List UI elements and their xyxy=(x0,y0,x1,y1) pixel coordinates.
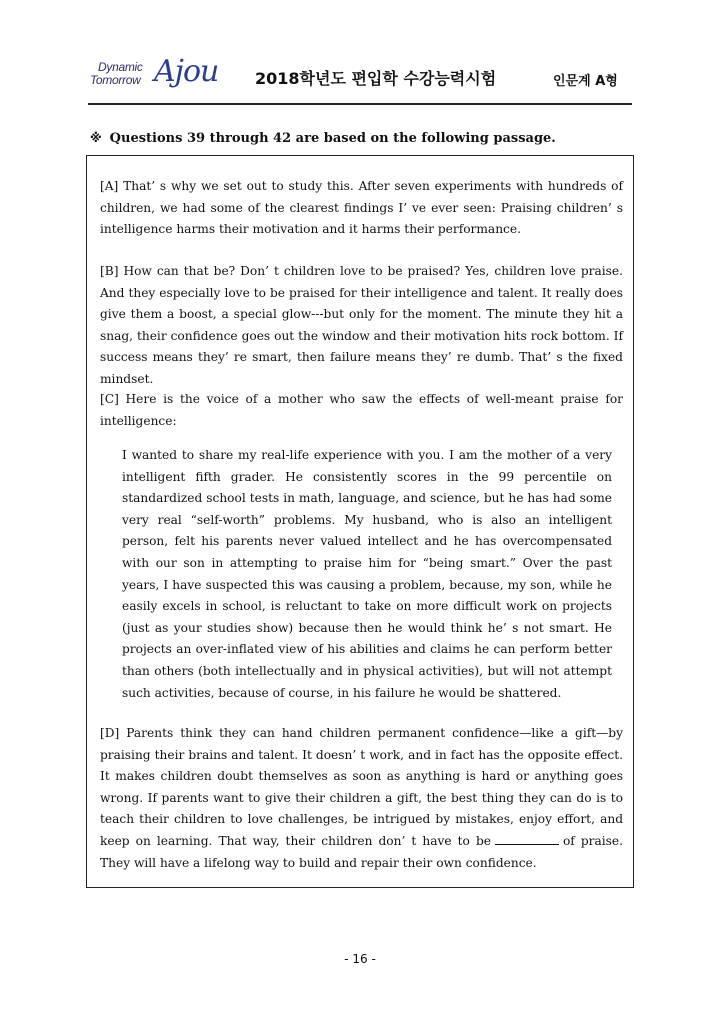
instruction-text: Questions 39 through 42 are based on the following passage. xyxy=(109,131,556,146)
page-number: - 16 - xyxy=(344,952,376,966)
paragraph-b: [B] How can that be? Don’ t children love to be praised? Yes, children love praise. And they especially love to be praised for their intelligence and talent. It really does give them a boost, a special glow---but only for the moment. The minute they hit a snag, their confidence goes out the window and their motivation hits rock bottom. If success means they’ re smart, then failure means they’ re dumb. That’ s the fixed mindset. xyxy=(100,264,623,386)
paragraph-d xyxy=(100,723,623,874)
reference-mark-icon: ※ xyxy=(90,131,102,145)
paragraph-c: [C] Here is the voice of a mother who saw the effects of well-meant praise for intelligence: xyxy=(100,392,623,428)
exam-title: 2018학년도 편입학 수강능력시험 xyxy=(255,69,497,88)
passage-box xyxy=(86,155,634,888)
paragraph-d-text-before-blank: [D] Parents think they can hand children permanent confidence—like a gift—by praising their brains and talent. It doesn’ t work, and in fact has the opposite effect. It makes children doubt themselves as soon as anything is hard or anything goes wrong. If parents want to give their children a gift, the best thing they can do is to teach their children to love challenges, be intrigued by mistakes, enjoy effort, and keep on learning. That way, their children don’ t have to be xyxy=(100,726,623,848)
logo-mark-ajou: Ajou xyxy=(154,54,219,89)
header-divider xyxy=(88,103,632,105)
logo-text-tomorrow: Tomorrow xyxy=(90,73,141,87)
ajou-logo xyxy=(88,54,218,102)
paragraph-d-text-after-blank: of praise. They will have a lifelong way to build and repair their own confidence. xyxy=(100,833,623,870)
exam-type: 인문계 A형 xyxy=(553,74,618,89)
mother-quote: I wanted to share my real-life experience with you. I am the mother of a very intelligent fifth grader. He consistently scores in the 99 percentile on standardized school tests in math, language, and science, but he has had some very real “self-worth” problems. My husband, who is also an intelligent person, felt his parents never valued intellect and he has overcompensated with our son in attempting to praise him for “being smart.” Over the past years, I have suspected this was causing a problem, because, my son, while he easily excels in school, is reluctant to take on more difficult work on projects (just as your studies show) because then he would think he’ s not smart. He projects an over-inflated view of his abilities and claims he can perform better than others (both intellectually and in physical activities), but will not attempt such activities, because of course, in his failure he would be shattered. xyxy=(122,448,612,700)
question-instruction xyxy=(90,131,556,146)
answer-blank xyxy=(495,834,559,845)
logo-text-dynamic: Dynamic xyxy=(98,60,143,74)
paragraph-a: [A] That’ s why we set out to study this. After seven experiments with hundreds of children, we had some of the clearest findings I’ ve ever seen: Praising children’ s intelligence harms their motivation and it harms their performance. xyxy=(100,179,623,237)
